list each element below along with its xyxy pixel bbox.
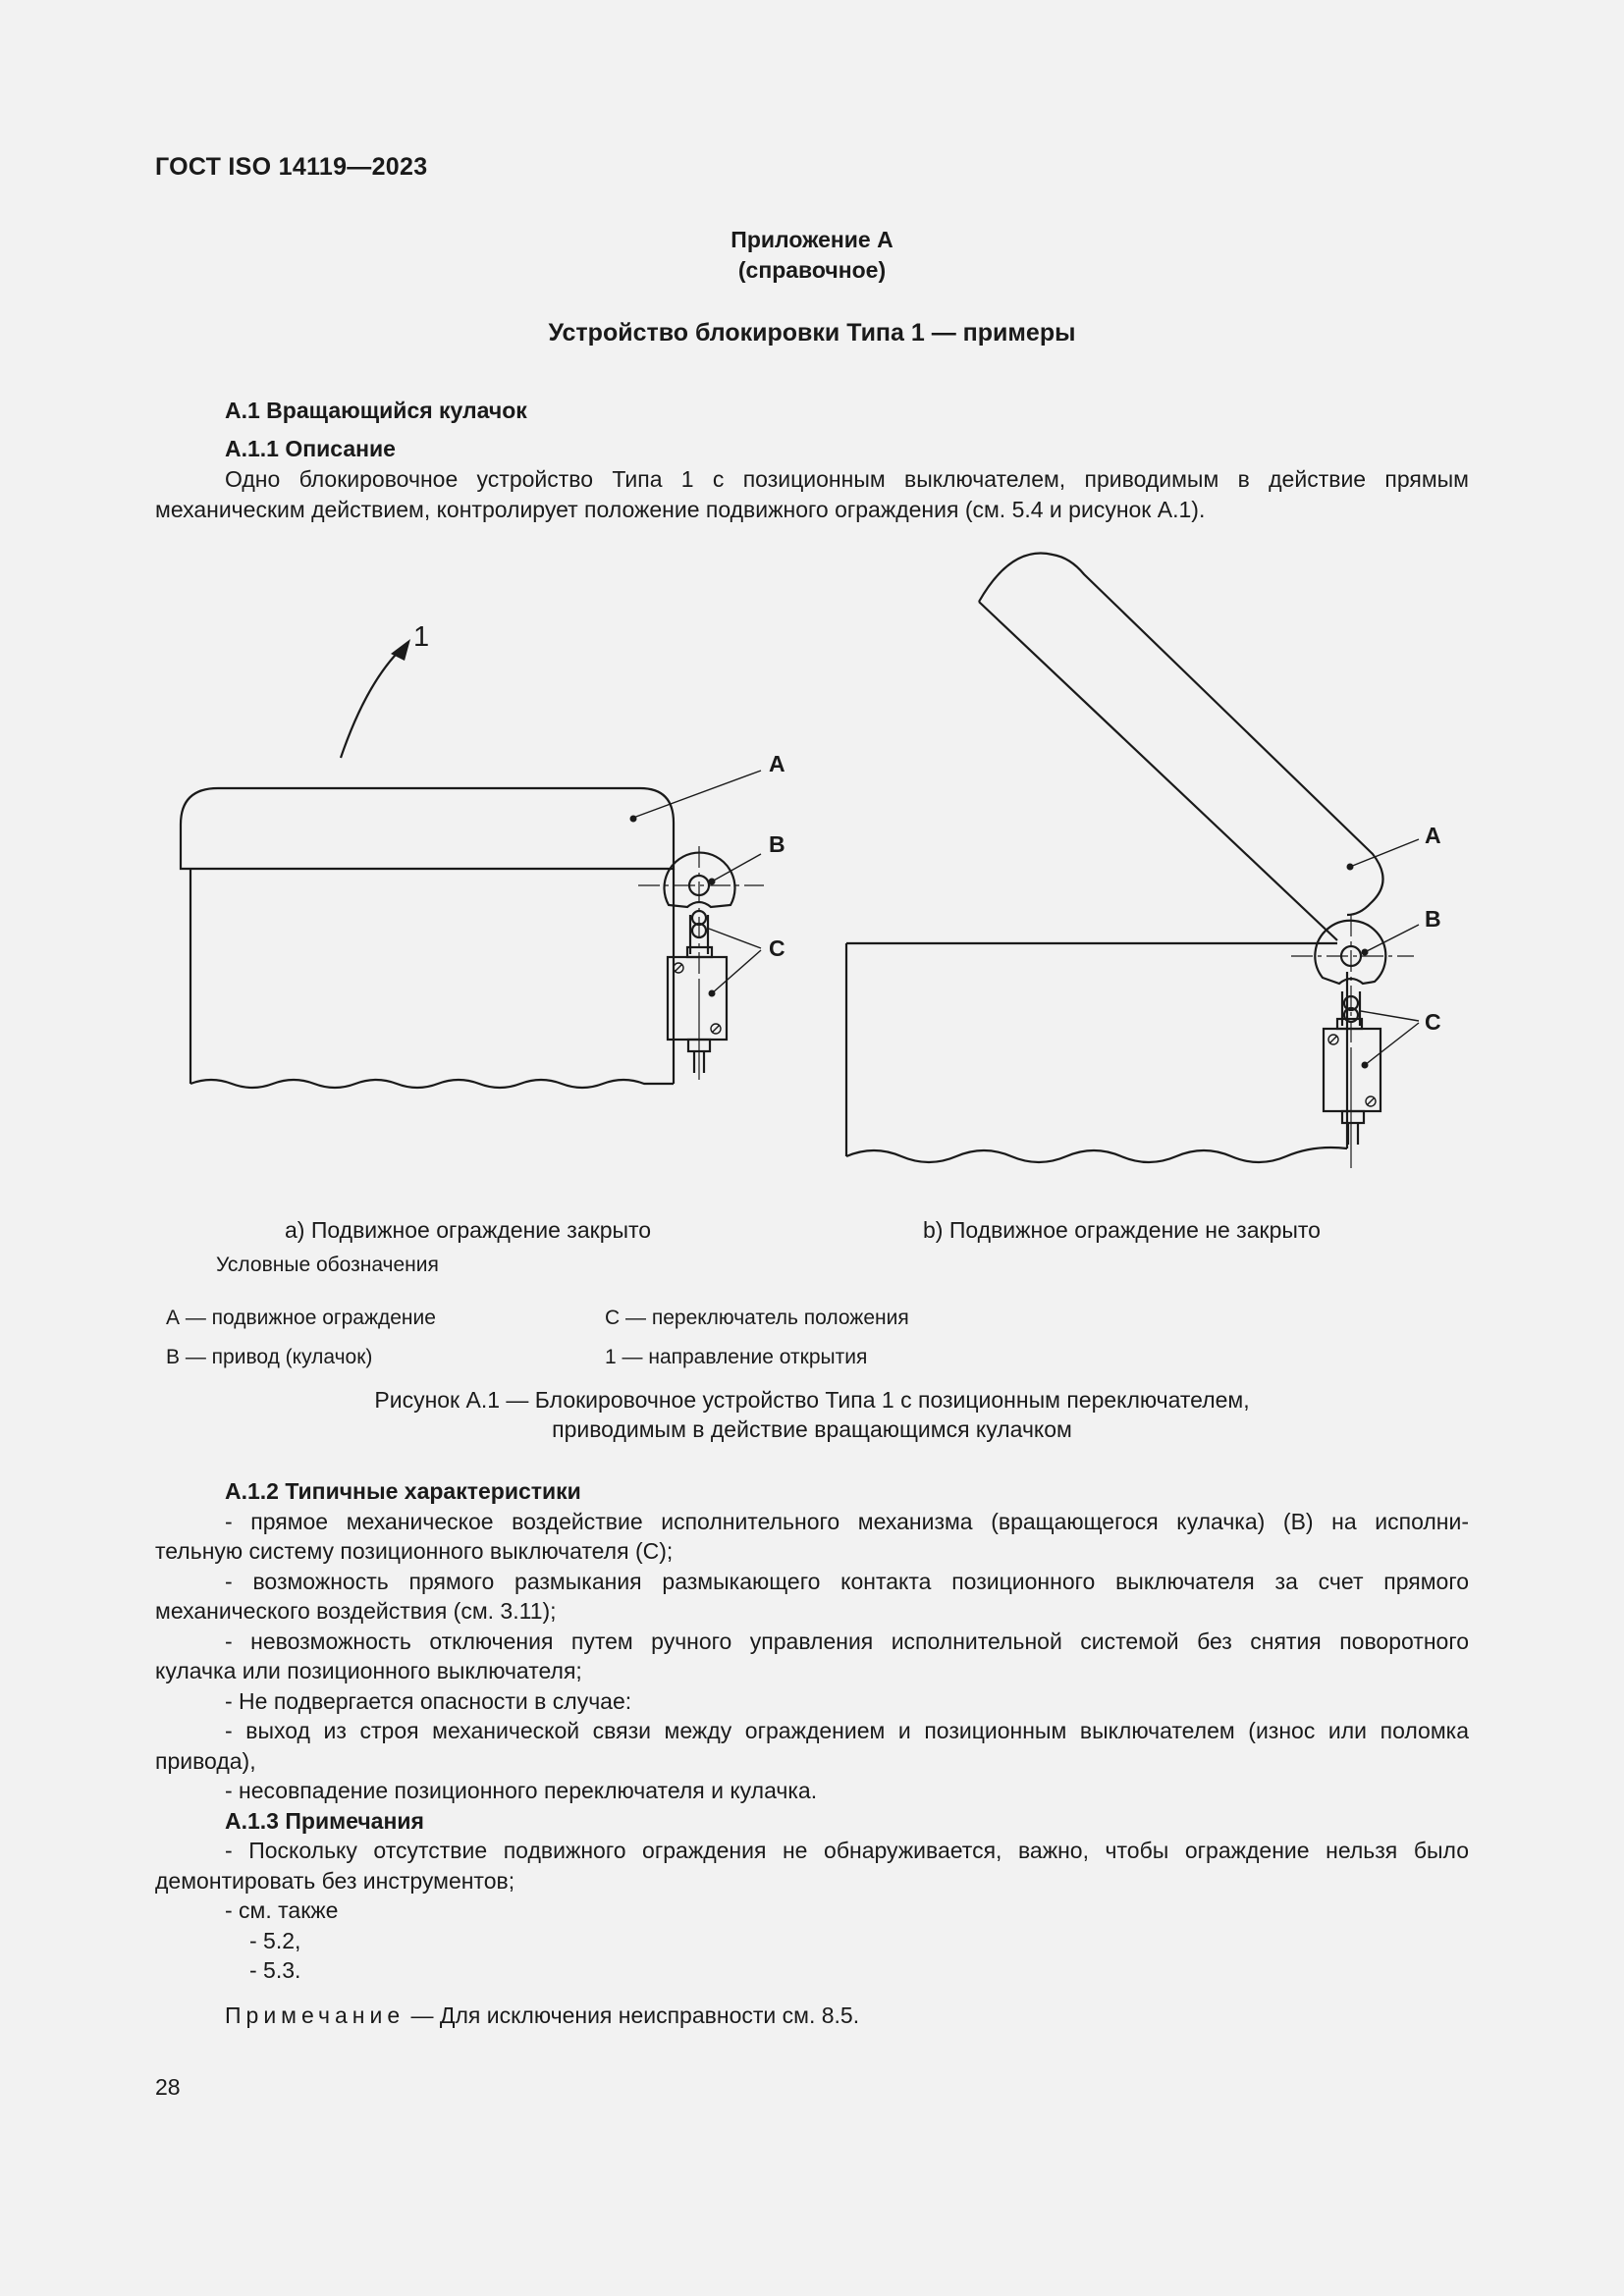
a11-heading: А.1.1 Описание	[225, 436, 396, 461]
figure-title-line1: Рисунок А.1 — Блокировочное устройство Типа 1 с позиционным переключателем,	[374, 1387, 1250, 1413]
annex-title: Приложение А	[731, 227, 893, 252]
a13-ref-52: - 5.2,	[249, 1927, 301, 1953]
note	[225, 2002, 859, 2029]
legend-a: А — подвижное ограждение	[166, 1307, 436, 1329]
a12-item1-line2: тельную систему позиционного выключателя (С);	[155, 1538, 674, 1564]
document-id: ГОСТ ISO 14119—2023	[155, 153, 428, 181]
a12-item2-line2: механического воздействия (см. 3.11);	[155, 1598, 557, 1624]
callout-a-right: A	[1425, 823, 1441, 848]
a13-item1-line1: - Поскольку отсутствие подвижного ограждения не обнаруживается, важно, чтобы ограждение нельзя было	[225, 1838, 1469, 1863]
a13-ref-53: - 5.3.	[249, 1957, 301, 1983]
callout-b-left: B	[769, 831, 785, 857]
figure-b-open	[846, 554, 1419, 1168]
guard-break-line	[190, 1080, 674, 1088]
legend-b: В — привод (кулачок)	[166, 1346, 373, 1368]
callout-c-left: C	[769, 935, 785, 961]
annex-subtitle: (справочное)	[737, 257, 887, 283]
caption-a: а) Подвижное ограждение закрыто	[285, 1217, 652, 1243]
cam	[1315, 921, 1385, 984]
a12-item2-line1: - возможность прямого размыкания размыкающего контакта позиционного выключателя за счет прямого	[225, 1568, 1469, 1594]
a12-failure1-line1: - выход из строя механической связи между ограждением и позиционным выключателем (износ или поломка	[225, 1718, 1469, 1743]
note-label: Примечание	[225, 2002, 406, 2028]
a11-description-line2: механическим действием, контролирует положение подвижного ограждения (см. 5.4 и рисунок А.1).	[155, 496, 1206, 522]
guard-lid	[181, 788, 674, 869]
caption-b: b) Подвижное ограждение не закрыто	[923, 1217, 1321, 1243]
a12-heading: А.1.2 Типичные характеристики	[225, 1478, 581, 1504]
a13-heading: А.1.3 Примечания	[225, 1807, 424, 1834]
figure-a1-drawing	[0, 530, 1624, 1198]
a12-not-subject: - Не подвергается опасности в случае:	[225, 1687, 632, 1714]
section-title: Устройство блокировки Типа 1 — примеры	[548, 319, 1076, 347]
legend-1: 1 — направление открытия	[605, 1346, 868, 1368]
callout-1: 1	[413, 621, 430, 653]
a12-item3-line1: - невозможность отключения путем ручного управления исполнительной системой без снятия поворотного	[225, 1628, 1469, 1654]
figure-title-line2: приводимым в действие вращающимся кулачком	[552, 1416, 1072, 1442]
a12-item3-line2: кулачка или позиционного выключателя;	[155, 1658, 582, 1683]
a12-section	[155, 1476, 1469, 1986]
page-number: 28	[155, 2074, 181, 2100]
a1-heading: А.1 Вращающийся кулачок	[225, 398, 527, 423]
guard-lid-open	[979, 554, 1383, 915]
a13-see-also: - см. также	[225, 1897, 339, 1923]
guard-break-line	[846, 1148, 1347, 1162]
callout-b-right: B	[1425, 906, 1441, 932]
legend-c: С — переключатель положения	[605, 1307, 909, 1329]
a11-description	[155, 464, 1469, 524]
legend-title: Условные обозначения	[216, 1254, 439, 1276]
a13-item1-line2: демонтировать без инструментов;	[155, 1867, 515, 1894]
figure-a-closed	[181, 639, 764, 1088]
callout-c-right: C	[1425, 1009, 1441, 1035]
opening-direction-arrow	[341, 643, 407, 758]
a11-description-line1: Одно блокировочное устройство Типа 1 с позиционным выключателем, приводимым в действие прямым	[225, 466, 1469, 492]
callout-a-left: A	[769, 751, 785, 776]
note-text: — Для исключения неисправности см. 8.5.	[405, 2002, 860, 2028]
a12-failure2: - несовпадение позиционного переключателя и кулачка.	[225, 1778, 818, 1803]
a12-item1-line1: - прямое механическое воздействие исполнительного механизма (вращающегося кулачка) (В) на исполни-	[225, 1508, 1469, 1534]
a12-failure1-line2: привода),	[155, 1747, 256, 1774]
